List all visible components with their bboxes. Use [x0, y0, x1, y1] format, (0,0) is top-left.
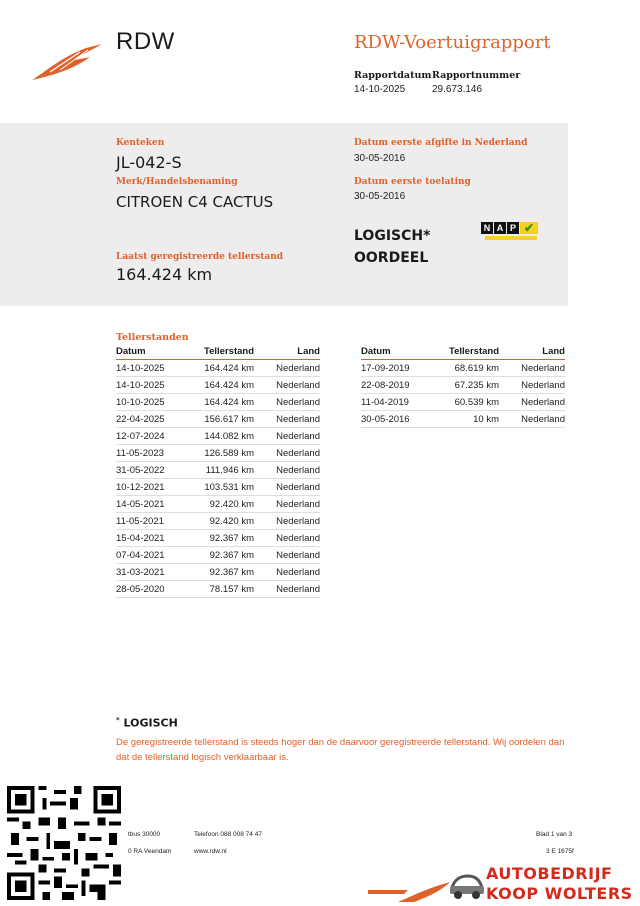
cell-tellerstand: 164.424 km	[186, 360, 254, 377]
table-row	[116, 479, 320, 496]
cell-datum: 31-03-2021	[116, 564, 186, 581]
table-row	[116, 581, 320, 598]
cell-land: Nederland	[254, 428, 320, 445]
table-row	[116, 394, 320, 411]
nap-letter-p: P	[507, 222, 519, 234]
teller-label: Laatst geregistreerde tellerstand	[116, 252, 284, 262]
cell-tellerstand: 67.235 km	[431, 377, 499, 394]
cell-datum: 07-04-2021	[116, 547, 186, 564]
footer-plaats: 0 RA Veendam	[128, 848, 172, 855]
brand-line1: AUTOBEDRIJF	[486, 864, 613, 883]
footer-website: www.rdw.nl	[194, 848, 227, 855]
cell-tellerstand: 126.589 km	[186, 445, 254, 462]
table-row	[116, 496, 320, 513]
footer-blad: Blad 1 van 3	[536, 831, 573, 838]
report-date-label: Rapportdatum	[354, 70, 432, 81]
footnote-title	[116, 716, 178, 730]
nap-underline	[485, 236, 537, 240]
col-tellerstand: Tellerstand	[186, 345, 254, 360]
table-row	[116, 513, 320, 530]
cell-tellerstand: 92.420 km	[186, 496, 254, 513]
qr-code-icon	[7, 786, 121, 900]
cell-land: Nederland	[254, 445, 320, 462]
footer-telefoon: Telefoon 088 008 74 47	[194, 831, 262, 838]
table-header-row	[361, 345, 565, 360]
dealer-brand	[448, 864, 638, 904]
table-row	[116, 564, 320, 581]
cell-datum: 15-04-2021	[116, 530, 186, 547]
table-row	[116, 445, 320, 462]
afgifte-value: 30-05-2016	[354, 153, 406, 164]
table-row	[116, 547, 320, 564]
cell-land: Nederland	[499, 411, 565, 428]
col-land: Land	[499, 345, 565, 360]
nap-badge-icon	[481, 222, 538, 234]
cell-datum: 22-04-2025	[116, 411, 186, 428]
cell-tellerstand: 156.617 km	[186, 411, 254, 428]
cell-tellerstand: 60.539 km	[431, 394, 499, 411]
cell-tellerstand: 164.424 km	[186, 394, 254, 411]
cell-land: Nederland	[254, 479, 320, 496]
footer-postbus: tbus 30000	[128, 831, 161, 838]
cell-tellerstand: 92.420 km	[186, 513, 254, 530]
check-icon: ✔	[520, 222, 538, 234]
footer-code: 3 E 1675f	[546, 848, 574, 855]
report-title: RDW-Voertuigrapport	[354, 32, 551, 53]
cell-land: Nederland	[499, 394, 565, 411]
cell-land: Nederland	[254, 581, 320, 598]
cell-tellerstand: 164.424 km	[186, 377, 254, 394]
cell-land: Nederland	[499, 377, 565, 394]
table-row	[116, 411, 320, 428]
report-date: 14-10-2025	[354, 84, 406, 95]
cell-tellerstand: 68.619 km	[431, 360, 499, 377]
col-datum: Datum	[361, 345, 431, 360]
nap-letter-a: A	[494, 222, 506, 234]
cell-datum: 14-10-2025	[116, 377, 186, 394]
rdw-footer-swoosh-icon	[368, 880, 452, 904]
cell-datum: 11-05-2021	[116, 513, 186, 530]
cell-tellerstand: 144.082 km	[186, 428, 254, 445]
table-row	[116, 428, 320, 445]
col-land: Land	[254, 345, 320, 360]
table-row	[361, 377, 565, 394]
cell-tellerstand: 92.367 km	[186, 530, 254, 547]
cell-tellerstand: 10 km	[431, 411, 499, 428]
col-datum: Datum	[116, 345, 186, 360]
oordeel-line1: LOGISCH*	[354, 228, 431, 244]
cell-datum: 11-05-2023	[116, 445, 186, 462]
cell-datum: 17-09-2019	[361, 360, 431, 377]
cell-land: Nederland	[254, 547, 320, 564]
cell-land: Nederland	[254, 530, 320, 547]
report-number: 29.673.146	[432, 84, 483, 95]
cell-tellerstand: 78.157 km	[186, 581, 254, 598]
table-row	[361, 394, 565, 411]
cell-datum: 14-05-2021	[116, 496, 186, 513]
table-row	[116, 530, 320, 547]
cell-tellerstand: 111.946 km	[186, 462, 254, 479]
rdw-logo-icon	[30, 40, 104, 82]
oordeel-block	[354, 225, 430, 269]
vehicle-info-panel	[0, 123, 568, 306]
kenteken-value: JL-042-S	[116, 153, 182, 172]
toelating-label: Datum eerste toelating	[354, 177, 471, 187]
cell-datum: 22-08-2019	[361, 377, 431, 394]
teller-value: 164.424 km	[116, 265, 213, 284]
tellerstanden-table-right	[361, 345, 565, 428]
table-row	[116, 360, 320, 377]
tellerstanden-title: Tellerstanden	[116, 332, 189, 343]
table-row	[361, 411, 565, 428]
cell-datum: 30-05-2016	[361, 411, 431, 428]
logo-text: RDW	[116, 28, 175, 55]
tellerstanden-table-left	[116, 345, 320, 598]
cell-land: Nederland	[254, 513, 320, 530]
cell-datum: 14-10-2025	[116, 360, 186, 377]
cell-land: Nederland	[254, 377, 320, 394]
toelating-value: 30-05-2016	[354, 191, 406, 202]
cell-datum: 28-05-2020	[116, 581, 186, 598]
cell-tellerstand: 103.531 km	[186, 479, 254, 496]
table-header-row	[116, 345, 320, 360]
cell-datum: 10-12-2021	[116, 479, 186, 496]
nap-letter-n: N	[481, 222, 493, 234]
footnote-title-text: LOGISCH	[123, 716, 178, 730]
cell-land: Nederland	[254, 496, 320, 513]
cell-datum: 11-04-2019	[361, 394, 431, 411]
cell-land: Nederland	[254, 394, 320, 411]
cell-datum: 12-07-2024	[116, 428, 186, 445]
report-number-label: Rapportnummer	[432, 70, 521, 81]
cell-datum: 10-10-2025	[116, 394, 186, 411]
cell-land: Nederland	[254, 411, 320, 428]
cell-datum: 31-05-2022	[116, 462, 186, 479]
col-tellerstand: Tellerstand	[431, 345, 499, 360]
footnote-text: De geregistreerde tellerstand is steeds hoger dan de daarvoor geregistreerde tellerstand. Wij oordelen dan dat de tellerstand logisch verklaarbaar is.	[116, 737, 565, 763]
table-row	[116, 377, 320, 394]
oordeel-line2: OORDEEL	[354, 250, 429, 266]
footnote-marker: *	[116, 716, 120, 724]
cell-tellerstand: 92.367 km	[186, 564, 254, 581]
cell-land: Nederland	[499, 360, 565, 377]
brand-line2: KOOP WOLTERS	[486, 884, 633, 903]
cell-tellerstand: 92.367 km	[186, 547, 254, 564]
table-row	[116, 462, 320, 479]
cell-land: Nederland	[254, 360, 320, 377]
merk-value: CITROEN C4 CACTUS	[116, 193, 274, 211]
merk-label: Merk/Handelsbenaming	[116, 177, 238, 187]
cell-land: Nederland	[254, 564, 320, 581]
car-logo-icon	[448, 866, 486, 900]
cell-land: Nederland	[254, 462, 320, 479]
panel-tab-shape	[0, 292, 80, 308]
table-row	[361, 360, 565, 377]
kenteken-label: Kenteken	[116, 138, 165, 148]
afgifte-label: Datum eerste afgifte in Nederland	[354, 138, 528, 148]
